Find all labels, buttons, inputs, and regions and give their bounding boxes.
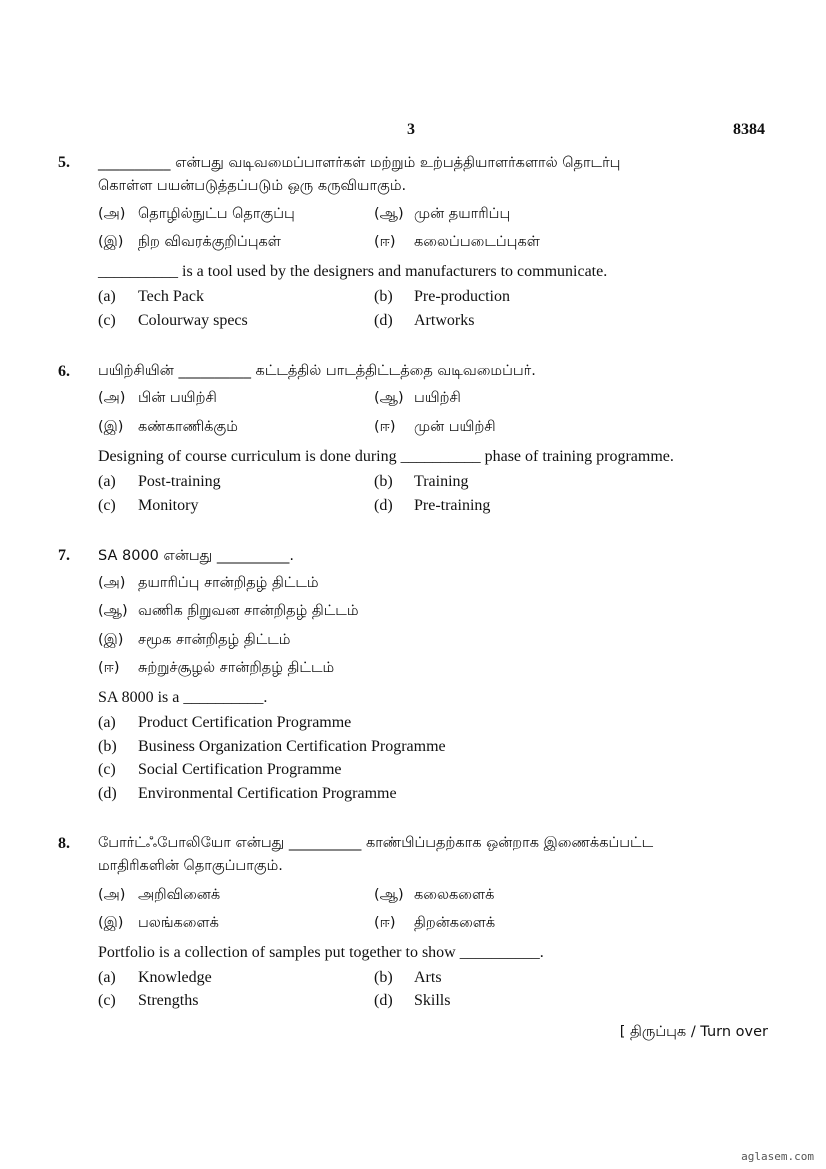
option-tamil: (ஈ) திறன்களைக் bbox=[374, 915, 496, 931]
option-english: (c) Colourway specs bbox=[98, 312, 248, 329]
option-english: (d) Pre-training bbox=[374, 497, 491, 514]
option-tamil: (ஈ) சுற்றுச்சூழல் சான்றிதழ் திட்டம் bbox=[98, 660, 335, 676]
question-number: 7. bbox=[58, 547, 70, 564]
option-tamil: (அ) தொழில்நுட்ப தொகுப்பு bbox=[98, 206, 295, 222]
option-tamil: (அ) அறிவினைக் bbox=[98, 887, 221, 903]
option-english: (b) Pre-production bbox=[374, 288, 510, 305]
option-english: (a) Knowledge bbox=[98, 969, 212, 986]
question-number: 8. bbox=[58, 835, 70, 852]
page-number: 3 bbox=[407, 121, 415, 138]
question-tamil-text: பயிற்சியின் __________ கட்டத்தில் பாடத்திட்டத்தை வடிவமைப்பர். bbox=[98, 363, 536, 379]
option-english: (b) Business Organization Certification Programme bbox=[98, 738, 446, 755]
option-tamil: (ஆ) முன் தயாரிப்பு bbox=[374, 206, 511, 222]
option-english: (d) Skills bbox=[374, 992, 451, 1009]
option-english: (a) Post-training bbox=[98, 473, 221, 490]
question-tamil-text: மாதிரிகளின் தொகுப்பாகும். bbox=[98, 858, 283, 874]
question-number: 5. bbox=[58, 154, 70, 171]
option-tamil: (அ) தயாரிப்பு சான்றிதழ் திட்டம் bbox=[98, 575, 319, 591]
option-tamil: (ஆ) வணிக நிறுவன சான்றிதழ் திட்டம் bbox=[98, 603, 359, 619]
option-english: (d) Artworks bbox=[374, 312, 475, 329]
watermark: aglasem.com bbox=[741, 1150, 814, 1163]
question-tamil-text: போர்ட்ஃபோலியோ என்பது __________ காண்பிப்பதற்காக ஒன்றாக இணைக்கப்பட்ட bbox=[98, 835, 654, 851]
option-english: (b) Arts bbox=[374, 969, 442, 986]
paper-code: 8384 bbox=[733, 121, 765, 138]
option-tamil: (இ) பலங்களைக் bbox=[98, 915, 219, 931]
option-tamil: (இ) கண்காணிக்கும் bbox=[98, 419, 238, 435]
question-tamil-text: SA 8000 என்பது __________. bbox=[98, 548, 294, 564]
option-english: (c) Monitory bbox=[98, 497, 199, 514]
option-tamil: (இ) நிற விவரக்குறிப்புகள் bbox=[98, 234, 281, 250]
option-tamil: (ஈ) முன் பயிற்சி bbox=[374, 419, 496, 435]
option-tamil: (ஈ) கலைப்படைப்புகள் bbox=[374, 234, 540, 250]
option-english: (c) Strengths bbox=[98, 992, 199, 1009]
turn-over-note: [ திருப்புக / Turn over bbox=[619, 1024, 768, 1040]
option-english: (a) Tech Pack bbox=[98, 288, 204, 305]
option-english: (b) Training bbox=[374, 473, 469, 490]
option-english: (a) Product Certification Programme bbox=[98, 714, 352, 731]
question-tamil-text: __________ என்பது வடிவமைப்பாளர்கள் மற்றும் உற்பத்தியாளர்களால் தொடர்பு bbox=[98, 155, 621, 171]
question-english-text: __________ is a tool used by the designers and manufacturers to communicate. bbox=[98, 263, 608, 280]
option-tamil: (இ) சமூக சான்றிதழ் திட்டம் bbox=[98, 632, 291, 648]
question-number: 6. bbox=[58, 363, 70, 380]
question-english-text: Designing of course curriculum is done during __________ phase of training programme. bbox=[98, 448, 674, 465]
option-tamil: (ஆ) பயிற்சி bbox=[374, 390, 461, 406]
option-tamil: (அ) பின் பயிற்சி bbox=[98, 390, 217, 406]
question-english-text: SA 8000 is a __________. bbox=[98, 689, 268, 706]
option-english: (d) Environmental Certification Programme bbox=[98, 785, 397, 802]
option-tamil: (ஆ) கலைகளைக் bbox=[374, 887, 495, 903]
option-english: (c) Social Certification Programme bbox=[98, 761, 342, 778]
question-english-text: Portfolio is a collection of samples put together to show __________. bbox=[98, 944, 544, 961]
question-tamil-text: கொள்ள பயன்படுத்தப்படும் ஒரு கருவியாகும். bbox=[98, 178, 407, 194]
